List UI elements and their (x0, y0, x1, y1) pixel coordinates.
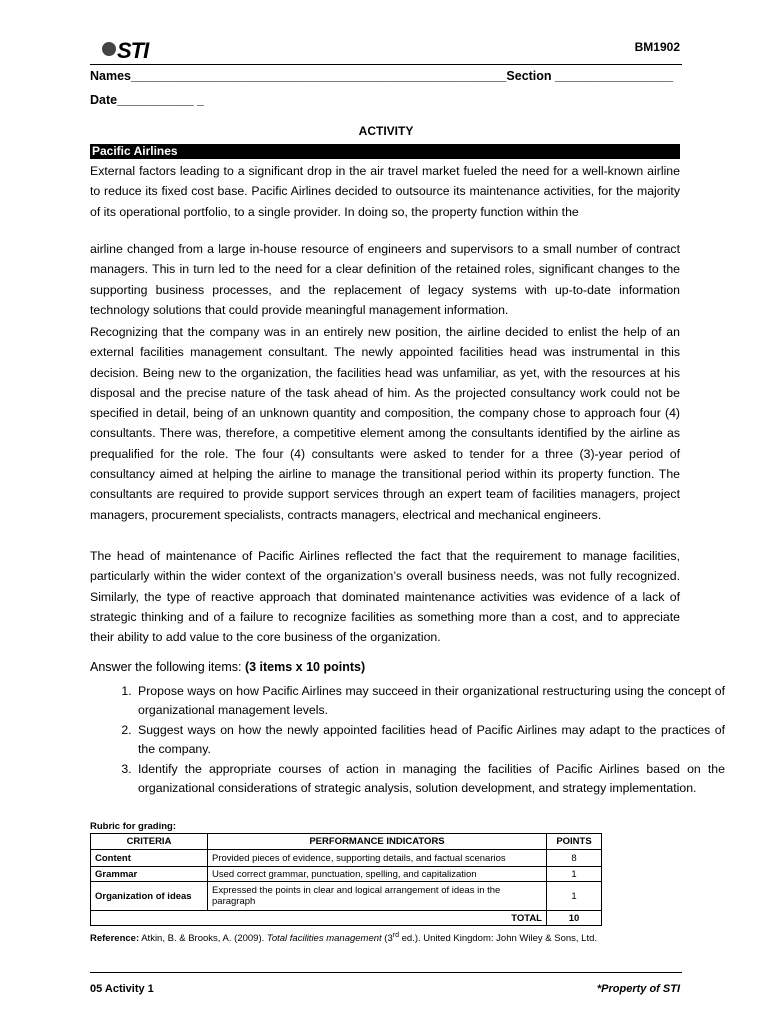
question-list (90, 682, 725, 799)
indicator-cell: Expressed the points in clear and logical arrangement of ideas in the paragraph (208, 882, 547, 911)
names-section-line: Names______________________________________________________Section _________________ (90, 69, 674, 83)
page-header (90, 36, 682, 65)
points-cell: 1 (547, 882, 602, 911)
date-line: Date___________ _ (90, 93, 204, 107)
question-item: 1. Propose ways on how Pacific Airlines may succeed in their organizational restructuring using the concept of organizational management levels. (135, 682, 725, 719)
points-cell: 8 (547, 850, 602, 867)
paragraph-2: airline changed from a large in-house resource of engineers and supervisors to a small number of contract managers. This in turn led to the need for a clear definition of the retained roles, significant changes to the supporting business processes, and the replacement of legacy systems with up-to-date information technology solutions that could provide meaningful management information. (90, 242, 680, 317)
points-cell: 1 (547, 867, 602, 882)
table-header-row (91, 834, 602, 850)
footer-right: *Property of STI (596, 983, 680, 995)
table-row (91, 882, 602, 911)
criteria-cell: Grammar (91, 867, 208, 882)
question-item: 3. Identify the appropriate courses of action in managing the facilities of Pacific Airlines based on the organizational considerations of strategic analysis, solution development, and strategy implementation. (135, 760, 725, 797)
reference: Reference: Atkin, B. & Brooks, A. (2009). Total facilities management (3rd ed.). United Kingdom: John Wiley & Sons, Ltd. (90, 932, 598, 945)
table-row (91, 850, 602, 867)
total-label: TOTAL (91, 911, 547, 926)
table-total-row (91, 911, 602, 926)
indicator-cell: Used correct grammar, punctuation, spelling, and capitalization (208, 867, 547, 882)
table-row (91, 867, 602, 882)
sti-logo: STI (102, 38, 148, 64)
criteria-cell: Content (91, 850, 208, 867)
footer-left: 05 Activity 1 (90, 983, 154, 995)
total-value: 10 (547, 911, 602, 926)
column-header: PERFORMANCE INDICATORS (208, 834, 547, 850)
paragraph-4: The head of maintenance of Pacific Airlines reflected the fact that the requirement to manage facilities, particularly within the wider context of the organization’s overall business needs, was not fully recognized. Similarly, the type of reactive approach that dominated maintenance activities was evidence of a lack of strategic thinking and of a failure to recognize facilities as something more than a cost, and to appreciate their ability to add value to the core business of the organization. (90, 549, 680, 645)
answer-instructions: Answer the following items: (3 items x 10 points) (90, 660, 366, 674)
page-title: ACTIVITY (358, 124, 414, 138)
column-header: POINTS (547, 834, 602, 850)
rubric-table (90, 833, 602, 926)
paragraph-3: Recognizing that the company was in an entirely new position, the airline decided to enlist the help of an external facilities management consultant. The newly appointed facilities head was instrumental in this decision. Being new to the organization, the facilities head was unfamiliar, as yet, with the resources at his disposal and the precise nature of the task ahead of him. As the projected consultancy work could not be specified in detail, being of an unknown quantity and composition, the company chose to approach four (4) consultants. There was, therefore, a competitive element among the consultants identified by the airline as prequalified for the role. The four (4) consultants were asked to tender for a three (3)-year period of consultancy aimed at helping the airline to manage the transitional period within its property function. The consultants are required to provide support services through an expert team of facilities managers, project managers, procurement specialists, contracts managers, electrical and mechanical engineers. (90, 325, 680, 522)
document-code: BM1902 (634, 40, 680, 54)
paragraph-1: External factors leading to a significant drop in the air travel market fueled the need for a well-known airline to reduce its fixed cost base. Pacific Airlines decided to outsource its maintenance activities, for the majority of its operational portfolio, to a single provider. In doing so, the property function within the (90, 164, 680, 219)
criteria-cell: Organization of ideas (91, 882, 208, 911)
question-item: 2. Suggest ways on how the newly appointed facilities head of Pacific Airlines may adapt to the practices of the company. (135, 721, 725, 758)
globe-icon (102, 42, 116, 56)
indicator-cell: Provided pieces of evidence, supporting details, and factual scenarios (208, 850, 547, 867)
rubric-label: Rubric for grading: (90, 821, 177, 832)
page-footer (90, 972, 682, 995)
column-header: CRITERIA (91, 834, 208, 850)
section-heading-bar: Pacific Airlines (90, 144, 680, 159)
